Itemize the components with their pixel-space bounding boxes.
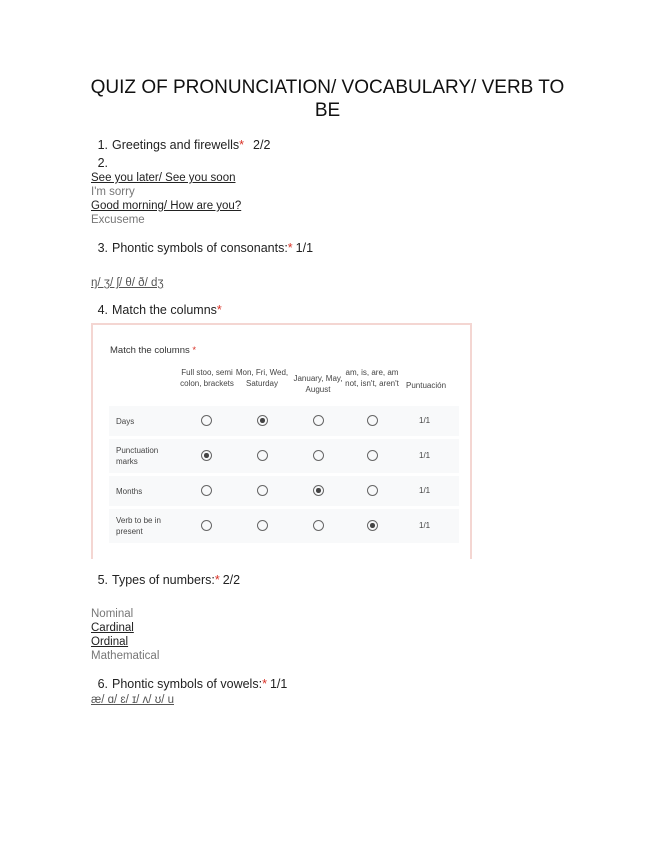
radio-option-selected[interactable] [257, 415, 268, 426]
answer-option-selected: Ordinal [91, 636, 129, 648]
question-text: Phontic symbols of consonants: [112, 241, 288, 255]
question-score: 1/1 [295, 241, 314, 255]
radio-option[interactable] [257, 450, 268, 461]
question-4 [97, 303, 222, 317]
grid-row-months [109, 476, 459, 506]
row-label: Punctuation marks [116, 446, 159, 466]
row-score: 1/1 [419, 521, 431, 530]
grid-title-text: Match the columns [110, 345, 190, 356]
answer-option-selected: See you later/ See you soon [91, 172, 236, 184]
question-number: 2. [97, 156, 108, 170]
question-3 [97, 241, 314, 255]
radio-option[interactable] [313, 415, 324, 426]
radio-option-selected[interactable] [367, 520, 378, 531]
radio-option[interactable] [367, 450, 378, 461]
grid-row-verb-to-be [109, 509, 459, 543]
question-score: 1/1 [269, 677, 288, 691]
question-1 [97, 138, 271, 152]
answer-option: Nominal [91, 608, 134, 620]
question-5 [97, 573, 241, 587]
vowel-symbols-answer: æ/ ɑ/ ɛ/ ɪ/ ʌ/ ʊ/ u [91, 694, 175, 706]
question-text: Types of numbers: [112, 573, 215, 587]
row-score: 1/1 [419, 416, 431, 425]
column-header-punctuation: Full stoo, semi colon, brackets [180, 368, 234, 388]
required-asterisk: * [239, 138, 245, 152]
consonant-symbols-answer: ŋ/ ʒ/ ʃ/ θ/ ð/ dʒ [91, 277, 164, 289]
page-title: QUIZ OF PRONUNCIATION/ VOCABULARY/ VERB TO BE [90, 77, 565, 121]
question-number: 3. [97, 241, 108, 255]
question-number: 4. [97, 303, 108, 317]
grid-row-punctuation [109, 439, 459, 473]
radio-option[interactable] [257, 520, 268, 531]
grid-row-days [109, 406, 459, 436]
answer-option: Excuseme [91, 214, 145, 226]
column-header-verb-to-be: am, is, are, am not, isn't, aren't [345, 368, 399, 388]
column-header-months: January, May, August [293, 374, 343, 394]
question-text: Greetings and firewells [112, 138, 240, 152]
radio-option[interactable] [201, 415, 212, 426]
row-score: 1/1 [419, 486, 431, 495]
radio-option[interactable] [367, 415, 378, 426]
match-columns-grid [91, 323, 472, 559]
row-label: Months [116, 487, 143, 496]
column-header-score: Puntuación [405, 381, 447, 390]
row-label: Days [116, 417, 135, 426]
radio-option-selected[interactable] [201, 450, 212, 461]
answer-option-selected: Cardinal [91, 622, 134, 634]
answer-option: Mathematical [91, 650, 160, 662]
question-number: 5. [97, 573, 108, 587]
radio-option[interactable] [257, 485, 268, 496]
question-score: 2/2 [253, 138, 271, 152]
radio-option[interactable] [201, 520, 212, 531]
radio-option[interactable] [367, 485, 378, 496]
question-score: 2/2 [222, 573, 241, 587]
required-asterisk: * [192, 345, 197, 356]
row-score: 1/1 [419, 451, 431, 460]
radio-option-selected[interactable] [313, 485, 324, 496]
required-asterisk: * [216, 303, 222, 317]
question-number: 1. [97, 138, 108, 152]
question-text: Match the columns [112, 303, 217, 317]
question-number: 6. [97, 677, 108, 691]
required-asterisk: * [287, 241, 293, 255]
radio-option[interactable] [313, 520, 324, 531]
question-text: Phontic symbols of vowels: [112, 677, 263, 691]
radio-option[interactable] [313, 450, 324, 461]
question-6 [97, 677, 288, 691]
required-asterisk: * [262, 677, 267, 691]
required-asterisk: * [214, 573, 220, 587]
radio-option[interactable] [201, 485, 212, 496]
column-header-days: Mon, Fri, Wed, Saturday [235, 368, 289, 388]
answer-option-selected: Good morning/ How are you? [91, 200, 242, 212]
grid-title [110, 345, 196, 356]
row-label: Verb to be in present [116, 516, 161, 536]
answer-option: I'm sorry [91, 186, 135, 198]
